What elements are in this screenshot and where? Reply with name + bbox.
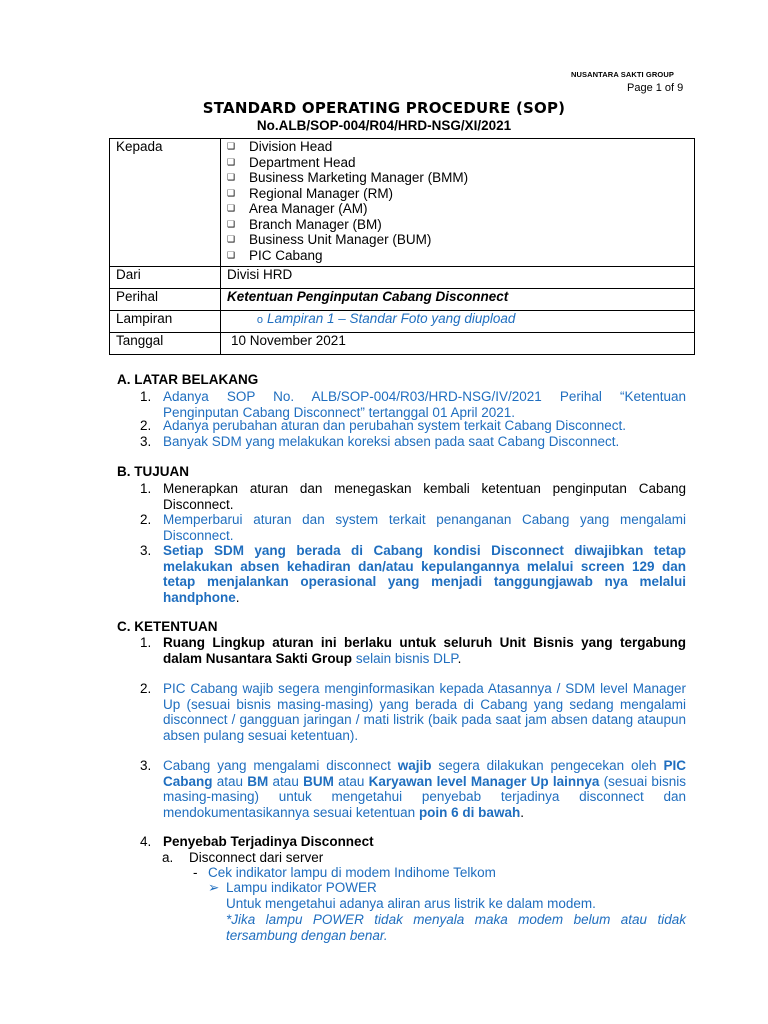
power-note: *Jika lampu POWER tidak menyala maka modem belum atau tidak tersambung dengan benar. xyxy=(226,912,686,943)
document-number: No.ALB/SOP-004/R04/HRD-NSG/XI/2021 xyxy=(256,118,512,133)
checkbox-bullet-icon: ❑ xyxy=(227,141,236,151)
lampiran-value: o Lampiran 1 – Standar Foto yang diupload xyxy=(221,311,695,333)
dari-label: Dari xyxy=(110,267,221,289)
recipient-item: ❑ Regional Manager (RM) xyxy=(227,185,394,201)
checkbox-bullet-icon: ❑ xyxy=(227,234,236,244)
recipient-item: ❑ PIC Cabang xyxy=(227,247,323,263)
checkbox-bullet-icon: ❑ xyxy=(227,172,236,182)
tanggal-label: Tanggal xyxy=(110,333,221,355)
perihal-label: Perihal xyxy=(110,289,221,311)
lampiran-label: Lampiran xyxy=(110,311,221,333)
tanggal-value: 10 November 2021 xyxy=(221,333,695,355)
recipient-item: ❑ Area Manager (AM) xyxy=(227,201,368,216)
kepada-label: Kepada xyxy=(110,139,221,267)
power-description: Untuk mengetahui adanya aliran arus listrik ke dalam modem. xyxy=(226,896,596,911)
section-c-title: C. KETENTUAN xyxy=(117,619,218,634)
document-title: STANDARD OPERATING PROCEDURE (SOP) xyxy=(202,99,566,117)
recipient-list xyxy=(221,139,695,267)
checkbox-bullet-icon: ❑ xyxy=(227,203,236,213)
dash-item: - Cek indikator lampu di modem Indihome Telkom xyxy=(193,865,496,880)
arrow-item: ➢ Lampu indikator POWER xyxy=(208,880,377,895)
page-number: Page 1 of 9 xyxy=(627,82,684,94)
recipient-item: ❑ Business Marketing Manager (BMM) xyxy=(227,170,469,185)
dari-value: Divisi HRD xyxy=(221,267,695,289)
recipient-item: ❑ Division Head xyxy=(227,139,333,154)
sub-item-a: a. Disconnect dari server xyxy=(162,850,324,865)
memo-header-table xyxy=(109,138,695,355)
circle-bullet-icon: o xyxy=(256,314,263,326)
checkbox-bullet-icon: ❑ xyxy=(227,218,236,229)
checkbox-bullet-icon: ❑ xyxy=(227,156,236,167)
section-a-title: A. LATAR BELAKANG xyxy=(117,372,259,387)
checkbox-bullet-icon: ❑ xyxy=(227,187,236,198)
checkbox-bullet-icon: ❑ xyxy=(227,249,236,260)
recipient-item: ❑ Business Unit Manager (BUM) xyxy=(227,232,432,247)
recipient-item: ❑ Department Head xyxy=(227,154,356,170)
section-b-title: B. TUJUAN xyxy=(117,464,190,479)
logo-caption: NUSANTARA SAKTI GROUP xyxy=(571,70,674,79)
perihal-value: Ketentuan Penginputan Cabang Disconnect xyxy=(221,289,695,311)
recipient-item: ❑ Branch Manager (BM) xyxy=(227,216,382,232)
arrow-bullet-icon: ➢ xyxy=(208,880,220,895)
